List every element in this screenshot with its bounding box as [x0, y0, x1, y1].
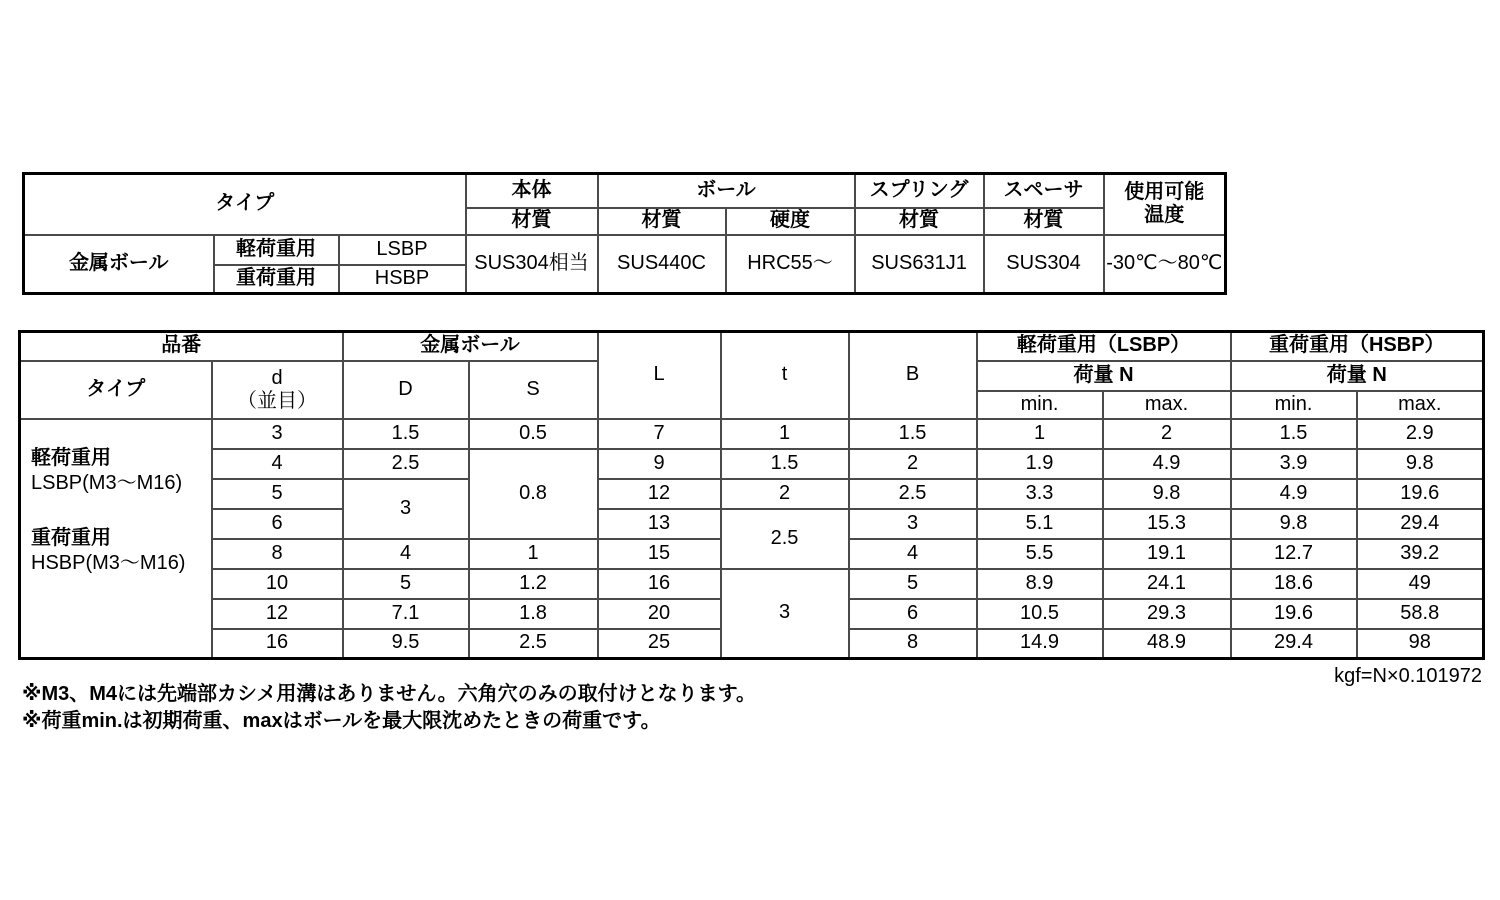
cell-B: 2.5: [849, 479, 977, 509]
header-type: タイプ: [20, 361, 212, 419]
cell-S: 0.8: [469, 449, 598, 539]
footnote-2: ※荷重min.は初期荷重、maxはボールを最大限沈めたときの荷重です。: [22, 710, 661, 732]
cell-light-min: 1: [977, 419, 1103, 449]
header-t: t: [721, 332, 849, 419]
header-body-material: 材質: [466, 208, 598, 235]
header-heavy-min: min.: [1231, 391, 1357, 419]
cell-light-max: 15.3: [1103, 509, 1231, 539]
cell-d: 8: [212, 539, 343, 569]
cell-light-duty-label: 軽荷重用: [214, 235, 339, 265]
type-gap: [31, 496, 207, 526]
table-row: [20, 509, 1484, 539]
header-spring-material: 材質: [855, 208, 984, 235]
cell-B: 5: [849, 569, 977, 599]
dimension-table: [18, 330, 1485, 660]
cell-heavy-min: 1.5: [1231, 419, 1357, 449]
cell-light-max: 2: [1103, 419, 1231, 449]
header-ball: ボール: [598, 174, 855, 208]
footnotes: [22, 681, 756, 735]
cell-spring-material: SUS631J1: [855, 235, 984, 294]
type-heavy-code: HSBP(M3～M16): [31, 551, 186, 574]
cell-D: 2.5: [343, 449, 469, 479]
header-ball-hardness: 硬度: [726, 208, 855, 235]
cell-light-min: 5.1: [977, 509, 1103, 539]
cell-heavy-max: 9.8: [1357, 449, 1484, 479]
cell-heavy-duty-code: HSBP: [339, 265, 466, 294]
header-heavy-max: max.: [1357, 391, 1484, 419]
table-row: [20, 449, 1484, 479]
cell-L: 12: [598, 479, 721, 509]
cell-heavy-max: 58.8: [1357, 599, 1484, 629]
cell-light-min: 3.3: [977, 479, 1103, 509]
cell-t: 1: [721, 419, 849, 449]
cell-heavy-max: 39.2: [1357, 539, 1484, 569]
cell-t: 1.5: [721, 449, 849, 479]
cell-heavy-duty-label: 重荷重用: [214, 265, 339, 294]
header-S: S: [469, 361, 598, 419]
header-light-max: max.: [1103, 391, 1231, 419]
header-light-duty-group: 軽荷重用（LSBP）: [977, 332, 1231, 361]
cell-heavy-min: 9.8: [1231, 509, 1357, 539]
cell-light-max: 24.1: [1103, 569, 1231, 599]
cell-spacer-material: SUS304: [984, 235, 1104, 294]
cell-t: 2.5: [721, 509, 849, 569]
type-light-code: LSBP(M3～M16): [31, 471, 183, 494]
material-spec-table: [22, 172, 1227, 295]
cell-heavy-min: 12.7: [1231, 539, 1357, 569]
cell-S: 1.8: [469, 599, 598, 629]
cell-light-max: 4.9: [1103, 449, 1231, 479]
type-heavy-label: 重荷重用: [31, 526, 111, 549]
cell-light-max: 9.8: [1103, 479, 1231, 509]
cell-heavy-max: 2.9: [1357, 419, 1484, 449]
cell-d: 4: [212, 449, 343, 479]
header-body: 本体: [466, 174, 598, 208]
header-ball-material: 材質: [598, 208, 726, 235]
cell-D: 3: [343, 479, 469, 539]
cell-S: 1: [469, 539, 598, 569]
cell-B: 2: [849, 449, 977, 479]
cell-light-max: 29.3: [1103, 599, 1231, 629]
footnote-1: ※M3、M4には先端部カシメ用溝はありません。六角穴のみの取付けとなります。: [22, 683, 757, 705]
type-light-label: 軽荷重用: [31, 446, 111, 469]
cell-d: 10: [212, 569, 343, 599]
cell-S: 2.5: [469, 629, 598, 659]
table-row: [24, 235, 1226, 265]
header-usable-temperature: [1104, 174, 1226, 235]
cell-d: 5: [212, 479, 343, 509]
cell-light-min: 1.9: [977, 449, 1103, 479]
cell-ball-hardness: HRC55～: [726, 235, 855, 294]
cell-d: 12: [212, 599, 343, 629]
cell-S: 0.5: [469, 419, 598, 449]
header-D: D: [343, 361, 469, 419]
cell-heavy-min: 4.9: [1231, 479, 1357, 509]
header-heavy-duty-group: 重荷重用（HSBP）: [1231, 332, 1484, 361]
header-light-min: min.: [977, 391, 1103, 419]
cell-L: 13: [598, 509, 721, 539]
cell-D: 9.5: [343, 629, 469, 659]
cell-D: 5: [343, 569, 469, 599]
cell-heavy-max: 49: [1357, 569, 1484, 599]
cell-heavy-min: 29.4: [1231, 629, 1357, 659]
cell-light-min: 10.5: [977, 599, 1103, 629]
header-type: タイプ: [24, 174, 466, 235]
cell-ball-material: SUS440C: [598, 235, 726, 294]
cell-light-min: 8.9: [977, 569, 1103, 599]
cell-t: 3: [721, 569, 849, 659]
header-d-coarse: [212, 361, 343, 419]
cell-B: 6: [849, 599, 977, 629]
cell-D: 4: [343, 539, 469, 569]
temp-header-line1: 使用可能: [1124, 181, 1205, 204]
cell-category: 金属ボール: [24, 235, 214, 294]
cell-light-min: 5.5: [977, 539, 1103, 569]
header-part-number: 品番: [20, 332, 343, 361]
cell-heavy-min: 19.6: [1231, 599, 1357, 629]
cell-L: 7: [598, 419, 721, 449]
cell-t: 2: [721, 479, 849, 509]
cell-type-description: [20, 419, 212, 659]
d-header-line2: （並目）: [237, 389, 317, 412]
cell-light-duty-code: LSBP: [339, 235, 466, 265]
cell-body-material: SUS304相当: [466, 235, 598, 294]
temp-header-line2: 温度: [1144, 204, 1185, 227]
header-L: L: [598, 332, 721, 419]
d-header-line1: d: [271, 366, 283, 389]
cell-L: 15: [598, 539, 721, 569]
cell-light-max: 19.1: [1103, 539, 1231, 569]
cell-d: 16: [212, 629, 343, 659]
cell-L: 9: [598, 449, 721, 479]
header-load-n-heavy: 荷量 N: [1231, 361, 1484, 391]
cell-heavy-min: 18.6: [1231, 569, 1357, 599]
cell-L: 16: [598, 569, 721, 599]
cell-B: 8: [849, 629, 977, 659]
table-row: [24, 174, 1226, 208]
cell-d: 3: [212, 419, 343, 449]
table-row: [20, 479, 1484, 509]
cell-D: 1.5: [343, 419, 469, 449]
cell-heavy-max: 98: [1357, 629, 1484, 659]
unit-conversion-note: kgf=N×0.101972: [1334, 665, 1482, 687]
cell-L: 25: [598, 629, 721, 659]
header-load-n-light: 荷量 N: [977, 361, 1231, 391]
header-B: B: [849, 332, 977, 419]
cell-B: 4: [849, 539, 977, 569]
header-spacer: スペーサ: [984, 174, 1104, 208]
cell-light-max: 48.9: [1103, 629, 1231, 659]
table-row: [20, 332, 1484, 361]
header-spring: スプリング: [855, 174, 984, 208]
cell-d: 6: [212, 509, 343, 539]
cell-temperature-range: -30℃～80℃: [1104, 235, 1226, 294]
table-row: [20, 569, 1484, 599]
header-spacer-material: 材質: [984, 208, 1104, 235]
cell-L: 20: [598, 599, 721, 629]
table-row: [20, 419, 1484, 449]
cell-heavy-max: 19.6: [1357, 479, 1484, 509]
cell-D: 7.1: [343, 599, 469, 629]
header-metal-ball: 金属ボール: [343, 332, 598, 361]
cell-B: 1.5: [849, 419, 977, 449]
cell-B: 3: [849, 509, 977, 539]
cell-light-min: 14.9: [977, 629, 1103, 659]
cell-heavy-min: 3.9: [1231, 449, 1357, 479]
cell-S: 1.2: [469, 569, 598, 599]
cell-heavy-max: 29.4: [1357, 509, 1484, 539]
